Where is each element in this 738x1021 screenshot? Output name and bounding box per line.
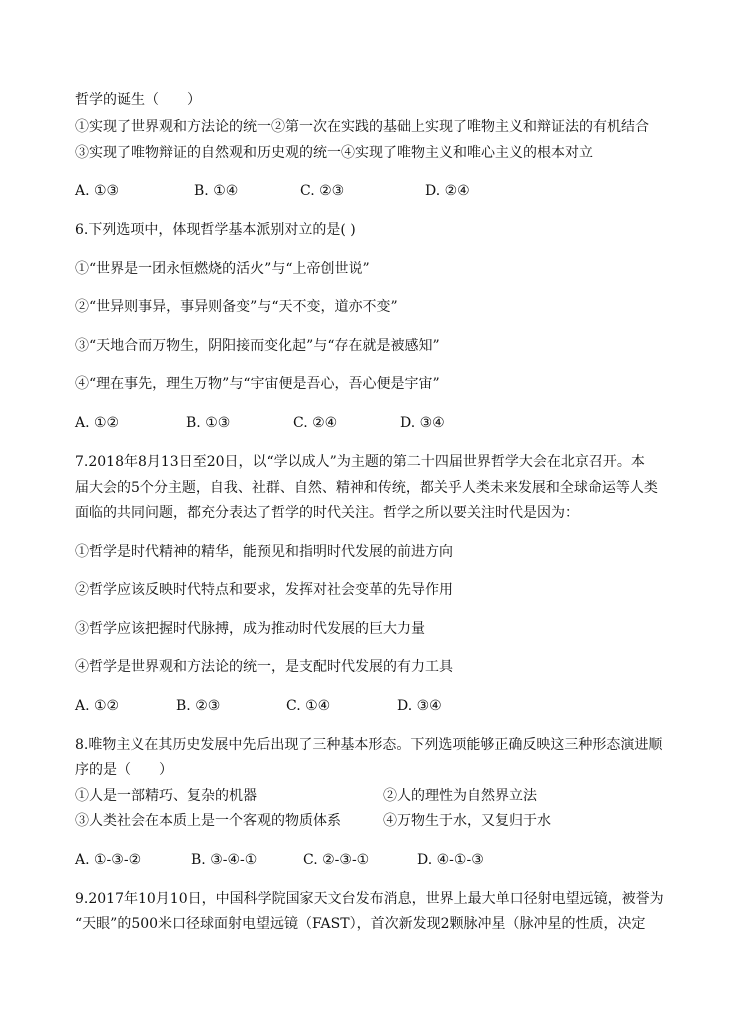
- q7-option-1: ①哲学是时代精神的精华，能预见和指明时代发展的前进方向: [75, 544, 453, 560]
- q6-answer-a: A. ①②: [75, 415, 120, 431]
- q7-stem-line-3: 面临的共同问题，都充分表达了哲学的时代关注。哲学之所以要关注时代是因为：: [75, 505, 579, 521]
- q6-answer-c: C. ②④: [293, 415, 338, 431]
- q5-answer-a: A. ①③: [75, 183, 120, 199]
- q7-stem-line-1: 7.2018年8月13日至20日，以“学以成人”为主题的第二十四届世界哲学大会在北京召开。本: [75, 454, 645, 470]
- q7-answer-d: D. ③④: [397, 698, 442, 714]
- q6-option-4: ④“理在事先，理生万物”与“宇宙便是吾心，吾心便是宇宙”: [75, 376, 440, 392]
- q8-stem-line-2: 序的是（ ）: [75, 762, 173, 778]
- q7-answer-b: B. ②③: [176, 698, 221, 714]
- q8-option-2: ②人的理性为自然界立法: [383, 788, 537, 804]
- q7-answer-a: A. ①②: [75, 698, 120, 714]
- q9-stem-line-1: 9.2017年10月10日，中国科学院国家天文台发布消息，世界上最大单口径射电望远镜，被誉为: [75, 891, 664, 907]
- q6-option-3: ③“天地合而万物生，阴阳接而变化起”与“存在就是被感知”: [75, 338, 440, 354]
- q8-option-3: ③人类社会在本质上是一个客观的物质体系: [75, 813, 341, 829]
- q7-stem-line-2: 届大会的5个分主题，自我、社群、自然、精神和传统，都关乎人类未来发展和全球命运等人类: [75, 480, 658, 496]
- q5-answer-b: B. ①④: [194, 183, 239, 199]
- q8-answer-d: D. ④-①-③: [417, 852, 484, 868]
- q7-option-3: ③哲学应该把握时代脉搏，成为推动时代发展的巨大力量: [75, 621, 425, 637]
- q7-answer-c: C. ①④: [286, 698, 331, 714]
- q5-options-line-1: ①实现了世界观和方法论的统一②第一次在实践的基础上实现了唯物主义和辩证法的有机结合: [75, 119, 649, 135]
- q8-stem-line-1: 8.唯物主义在其历史发展中先后出现了三种基本形态。下列选项能够正确反映这三种形态演进顺: [75, 737, 663, 753]
- q8-answer-a: A. ①-③-②: [75, 852, 142, 868]
- q8-option-1: ①人是一部精巧、复杂的机器: [75, 788, 257, 804]
- q8-answer-b: B. ③-④-①: [191, 852, 258, 868]
- q8-answer-c: C. ②-③-①: [303, 852, 370, 868]
- q6-stem: 6.下列选项中，体现哲学基本派别对立的是( ): [75, 222, 356, 238]
- q5-options-line-2: ③实现了唯物辩证的自然观和历史观的统一④实现了唯物主义和唯心主义的根本对立: [75, 145, 593, 161]
- q5-answer-d: D. ②④: [425, 183, 470, 199]
- q6-answer-d: D. ③④: [400, 415, 445, 431]
- q5-stem-tail: 哲学的诞生（ ）: [75, 92, 201, 108]
- q6-option-2: ②“世异则事异，事异则备变”与“天不变，道亦不变”: [75, 299, 398, 315]
- q6-answer-b: B. ①③: [186, 415, 231, 431]
- q8-option-4: ④万物生于水，又复归于水: [383, 813, 551, 829]
- q9-stem-line-2: “天眼”的500米口径球面射电望远镜（FAST），首次新发现2颗脉冲星（脉冲星的性质，决定: [75, 916, 646, 932]
- q7-option-4: ④哲学是世界观和方法论的统一，是支配时代发展的有力工具: [75, 659, 453, 675]
- q7-option-2: ②哲学应该反映时代特点和要求，发挥对社会变革的先导作用: [75, 582, 453, 598]
- q6-option-1: ①“世界是一团永恒燃烧的活火”与“上帝创世说”: [75, 261, 370, 277]
- q5-answer-c: C. ②③: [300, 183, 345, 199]
